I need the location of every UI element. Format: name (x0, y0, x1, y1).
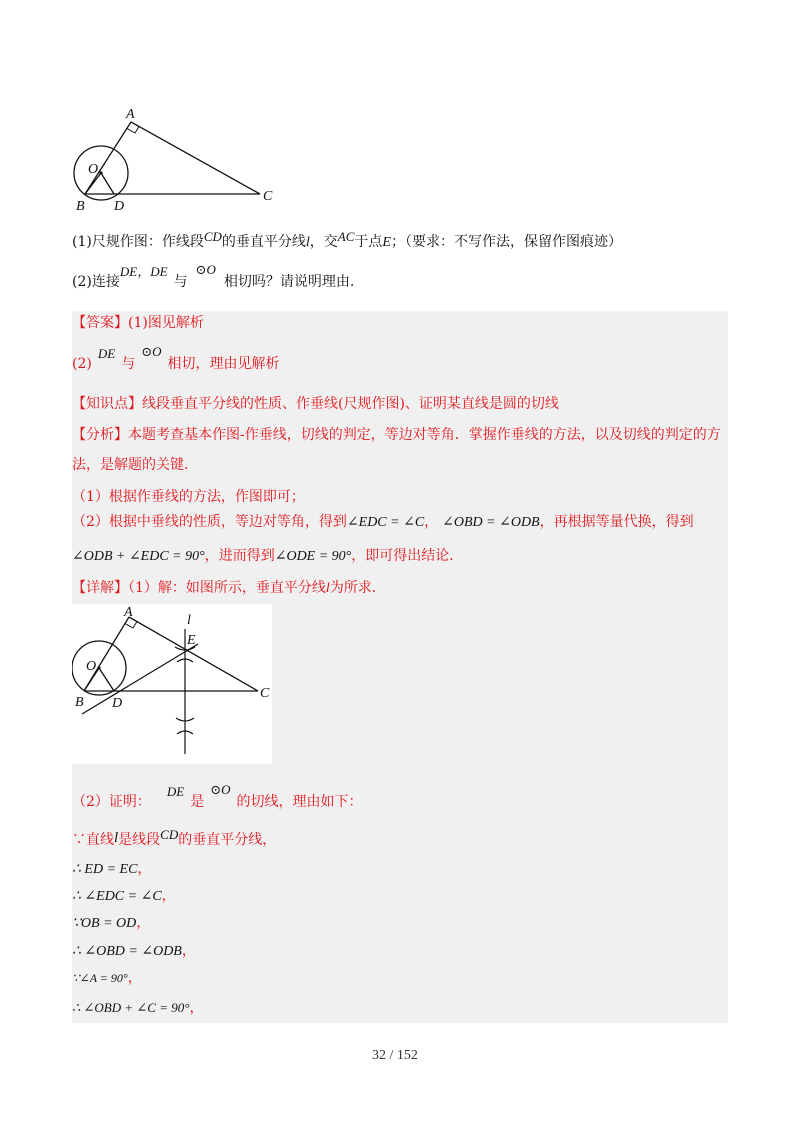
figure-1 (60, 100, 290, 220)
proof-intro-b: 的切线，理由如下： (236, 794, 363, 810)
answer-part-2-text: 相切，理由见解析 (167, 356, 280, 372)
label-a-2: A (124, 605, 133, 620)
detail-line (72, 578, 386, 599)
answer-de: DE (97, 346, 116, 361)
knowledge-line (72, 394, 559, 414)
proof-s7-math: ∴ ∠OBD + ∠C = 90° (72, 1000, 190, 1015)
detail-text-b: 为所求． (329, 580, 386, 596)
proof-step-7 (72, 998, 203, 1018)
q1-e: E (382, 235, 391, 250)
q1-text-d: 于点 (354, 234, 383, 250)
analysis-math-4: ∠ODE = 90° (274, 549, 352, 564)
analysis-text-4b: ，再根据等量代换，得到 (539, 514, 694, 530)
proof-s5-math: ∴ ∠OBD = ∠ODB (72, 944, 182, 959)
analysis-math-2: ∠OBD = ∠ODB (442, 515, 540, 530)
proof-step-1 (72, 827, 277, 850)
center-dot-2 (97, 666, 100, 669)
proof-step-4 (72, 913, 150, 934)
q1-text-c: ，交 (309, 234, 338, 250)
knowledge-text: 线段垂直平分线的性质、作垂线(尺规作图)、证明某直线是圆的切线 (142, 396, 559, 412)
label-o-2: O (86, 659, 97, 674)
segment-ac (131, 122, 260, 194)
analysis-line-1 (72, 425, 721, 445)
analysis-line-5 (72, 546, 463, 567)
proof-s2-comma: ， (137, 861, 152, 877)
page-separator: / (389, 1048, 394, 1063)
detail-text-a: （1）解：如图所示，垂直平分线 (128, 580, 326, 596)
analysis-text-4a: （2）根据中垂线的性质，等边对等角，得到 (72, 514, 347, 530)
segment-od (101, 173, 114, 194)
proof-intro-a: （2）证明： (72, 794, 151, 810)
proof-s1-c: 的垂直平分线， (178, 832, 277, 848)
segment-ac-2 (129, 617, 258, 691)
label-c-2: C (260, 686, 270, 701)
q1-text-e: ；（要求：不写作法，保留作图痕迹） (390, 234, 622, 250)
analysis-line-3: （1）根据作垂线的方法，作图即可； (72, 489, 305, 505)
q2-de-2: DE (150, 264, 168, 279)
question-1 (72, 229, 622, 253)
q2-text-b: 相切吗？请说明理由. (223, 274, 355, 290)
proof-s3-math: ∴ ∠EDC = ∠C (72, 889, 162, 904)
proof-s1-a: ∵直线 (72, 832, 114, 848)
segment-de-tangent (82, 644, 198, 714)
answer-part-1: (1)图见解析 (128, 315, 204, 331)
answer-circle: ⊙O (141, 344, 162, 359)
q2-with: 与 (173, 274, 188, 290)
proof-circle: ⊙O (210, 782, 231, 797)
proof-de: DE (166, 784, 185, 799)
proof-s1-l: l (114, 830, 119, 846)
q2-text-a: (2)连接 (72, 274, 120, 290)
page-number (372, 1048, 418, 1064)
segment-od-2 (99, 668, 114, 691)
proof-step-3 (72, 886, 176, 907)
answer-with: 与 (121, 356, 136, 372)
proof-is: 是 (190, 794, 205, 810)
q1-seg-ac: AC (337, 229, 355, 244)
label-c: C (263, 189, 273, 204)
proof-step-2 (72, 859, 151, 880)
analysis-text-5a: ，进而得到 (204, 548, 275, 564)
answer-line-1 (72, 313, 204, 333)
q1-text-a: (1)尺规作图：作线段 (72, 234, 204, 250)
analysis-text-1: 本题考查基本作图-作垂线，切线的判定，等边对等角．掌握作垂线的方法，以及切线的判定的方 (128, 427, 721, 443)
q1-seg-cd: CD (203, 229, 222, 244)
q1-text-b: 的垂直平分线 (221, 234, 306, 250)
page-total: 152 (396, 1048, 418, 1063)
q2-de-1: DE (119, 264, 138, 279)
knowledge-tag: 【知识点】 (72, 396, 142, 412)
detail-l: l (325, 581, 330, 596)
answer-line-2 (72, 344, 280, 374)
analysis-line-2: 法，是解题的关键． (72, 457, 198, 473)
figure-2 (72, 604, 272, 764)
analysis-math-1: ∠EDC = ∠C (346, 515, 425, 530)
label-e-2: E (187, 633, 196, 648)
right-angle-mark-2 (125, 622, 137, 629)
label-b-2: B (75, 695, 84, 710)
q2-comma: ， (137, 264, 151, 279)
proof-s1-cd: CD (160, 827, 179, 842)
proof-s6-comma: ， (127, 970, 142, 986)
detail-tag: 【详解】 (72, 580, 128, 596)
label-a: A (126, 107, 135, 122)
analysis-tag: 【分析】 (72, 427, 128, 443)
answer-tag: 【答案】 (72, 315, 128, 331)
proof-intro (72, 782, 363, 812)
analysis-sep: ， (424, 514, 439, 530)
answer-part-2-num: (2) (72, 356, 92, 372)
label-b: B (76, 199, 85, 214)
q2-circle: ⊙O (195, 262, 216, 277)
proof-s3-comma: ， (161, 888, 176, 904)
center-dot (99, 171, 102, 174)
analysis-line-4 (72, 512, 694, 533)
q1-l: l (305, 235, 310, 250)
proof-s1-b: 是线段 (118, 832, 161, 848)
proof-s6-math: ∵∠A = 90° (72, 971, 128, 985)
proof-s7-comma: ， (189, 1000, 204, 1016)
proof-step-5 (72, 941, 196, 962)
label-o: O (88, 162, 99, 177)
page-current: 32 (372, 1048, 386, 1063)
label-d-2: D (112, 696, 123, 711)
label-d: D (114, 199, 125, 214)
label-l-2: l (187, 613, 191, 628)
proof-step-6 (72, 968, 142, 988)
proof-s5-comma: ， (181, 943, 196, 959)
proof-s4-comma: ， (136, 915, 151, 931)
question-2 (72, 262, 355, 292)
proof-s4-math: ∵OB = OD (72, 916, 137, 931)
analysis-math-3: ∠ODB + ∠EDC = 90° (72, 549, 205, 564)
right-angle-mark (127, 127, 139, 134)
proof-s2-math: ∴ ED = EC (72, 862, 138, 877)
analysis-text-5b: ，即可得出结论． (351, 548, 464, 564)
